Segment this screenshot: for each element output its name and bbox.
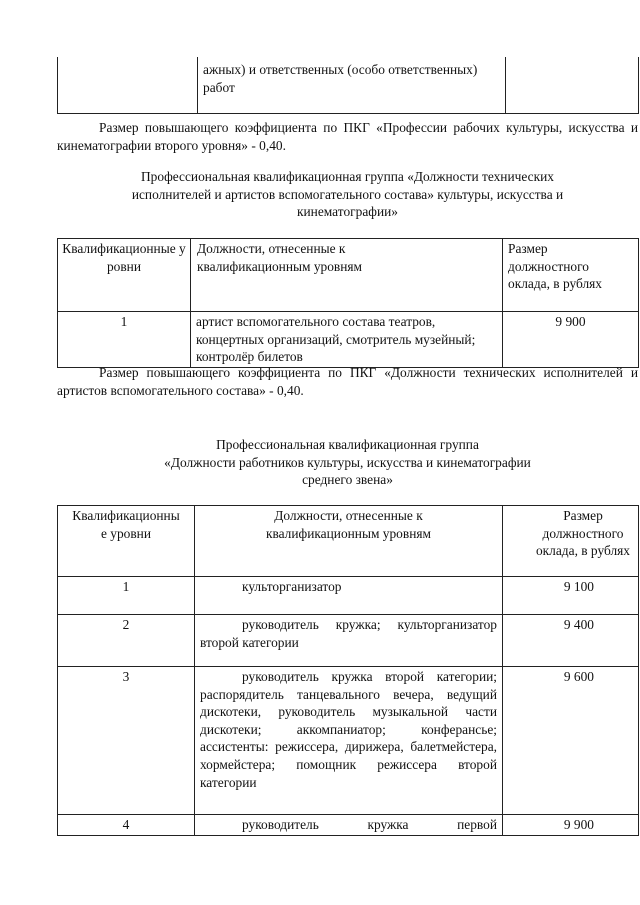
group2-header-row	[58, 239, 639, 312]
group2-row-salary: 9 900	[503, 312, 639, 368]
group3-title-line1: Профессиональная квалификационная группа	[216, 437, 479, 452]
group3-row-1-level: 1	[58, 577, 195, 615]
group3-row-4-salary: 9 900	[503, 815, 639, 836]
group3-row-2-salary: 9 400	[503, 615, 639, 667]
group2-row-positions: артист вспомогательного состава театров, концертных организаций, смотритель музейный; контролёр билетов	[191, 312, 503, 368]
group3-title-line2: «Должности работников культуры, искусства и кинематографии	[164, 454, 531, 470]
group3-row-1	[58, 577, 639, 615]
group3-header-row	[58, 506, 639, 577]
group3-table	[57, 505, 639, 836]
group3-row-2-positions: руководитель кружка; культорганизатор второй категории	[195, 615, 503, 667]
group2-header-positions: Должности, отнесенные к квалификационным уровням	[191, 239, 503, 312]
group2-title	[57, 168, 638, 221]
top-table	[57, 57, 639, 114]
group2-header-level: Квалификационные уровни	[58, 239, 191, 312]
group3-title-line3: среднего звена»	[302, 472, 393, 488]
group3-row-4-positions: руководитель кружка первой	[195, 815, 503, 836]
group2-row	[58, 312, 639, 368]
group3-row-4	[58, 815, 639, 836]
group3-row-3	[58, 667, 639, 815]
group3-row-1-salary: 9 100	[503, 577, 639, 615]
top-table-positions-cell	[198, 57, 506, 113]
group3-row-2-level: 2	[58, 615, 195, 667]
group2-row-level: 1	[58, 312, 191, 368]
group3-header-positions: Должности, отнесенные к квалификационным уровням	[195, 506, 503, 577]
group2-table	[57, 238, 639, 368]
coefficient-paragraph-2: Размер повышающего коэффициента по ПКГ «Должности технических исполнителей и артистов вспомогательного состава» - 0,40.	[57, 365, 638, 398]
group3-row-2	[58, 615, 639, 667]
group3-header-salary: Размер должностного оклада, в рублях	[503, 506, 639, 577]
coefficient-paragraph-1: Размер повышающего коэффициента по ПКГ «Профессии рабочих культуры, искусства и кинематографии второго уровня» - 0,40.	[57, 120, 638, 153]
group2-title-line2: исполнителей и артистов вспомогательного состава» культуры, искусства и	[131, 186, 564, 202]
group3-row-3-salary: 9 600	[503, 667, 639, 815]
top-table-level-cell	[58, 57, 198, 113]
group3-row-4-level: 4	[58, 815, 195, 836]
group3-row-3-positions: руководитель кружка второй категории; распорядитель танцевального вечера, ведущий дискотеки, руководитель музыкальной части дискотеки; аккомпаниатор; конферансье; ассистенты: режиссера, дирижера, балетмейстера, хормейстера; помощник режиссера второй категории	[195, 667, 503, 815]
group3-row-3-level: 3	[58, 667, 195, 815]
group3-header-level: Квалификационные уровни	[58, 506, 195, 577]
top-table-positions-text: ажных) и ответственных (особо ответственных) работ	[203, 62, 478, 95]
top-table-salary-cell	[506, 57, 639, 113]
group2-title-line3: кинематографии»	[297, 204, 398, 220]
group2-title-line1: Профессиональная квалификационная группа «Должности технических	[141, 169, 554, 184]
group2-header-salary: Размер должностного оклада, в рублях	[503, 239, 639, 312]
group3-row-1-positions: культорганизатор	[195, 577, 503, 615]
group3-title	[57, 436, 638, 489]
